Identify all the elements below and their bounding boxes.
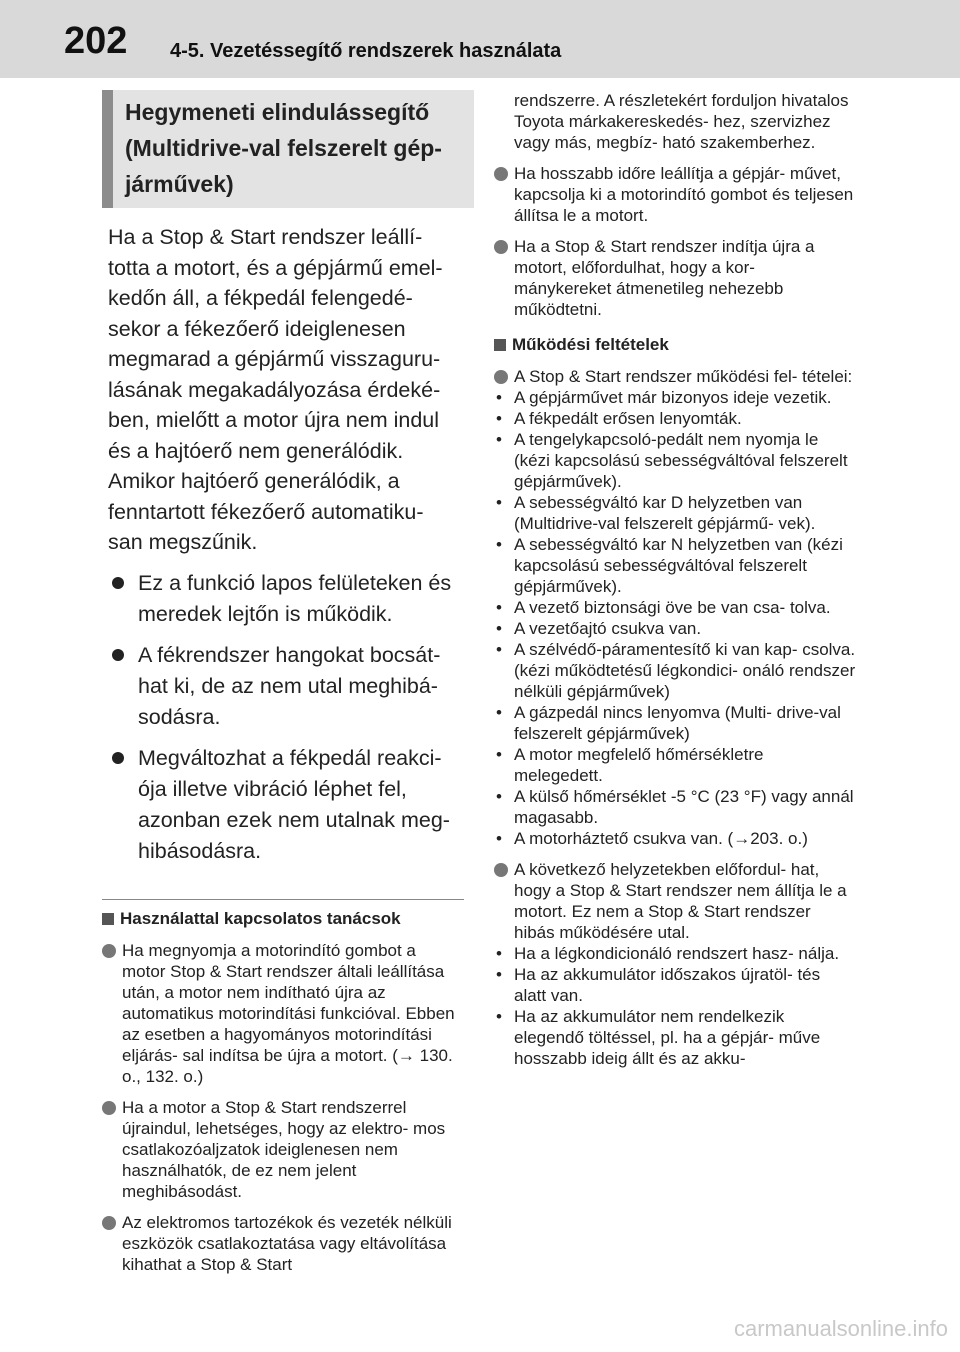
- hill-start-bullets: [102, 568, 464, 867]
- situation-item: • Ha az akkumulátor időszakos újratöl- tés alatt van.: [494, 964, 856, 1006]
- watermark: carmanualsonline.info: [733, 1316, 948, 1341]
- condition-item: • A motorháztető csukva van. (→203. o.): [494, 828, 856, 849]
- situations-intro: A következő helyzetekben előfordul- hat, hogy a Stop & Start rendszer nem állítja le a motort. Ez nem a Stop & Start rendszer hibás működésére utal.: [494, 859, 856, 943]
- situation-item: • Ha a légkondicionáló rendszert hasz- nálja.: [494, 943, 856, 964]
- tip-item: Ha megnyomja a motorindító gombot a motor Stop & Start rendszer általi leállítása után, a motor nem indítható újra az automatikus motorindítási funkcióval. Ebben az esetben a hagyományos motorindítási eljárás- sal indítsa be újra a motort. (→ 130. o., 132. o.): [102, 940, 464, 1087]
- hill-start-heading: Hegymeneti elindulássegítő (Multidrive-val felszerelt gép- járművek): [102, 90, 474, 208]
- bullet-item: Megváltozhat a fékpedál reakci- ója illetve vibráció léphet fel, azonban ezek nem utalnak meg- hibásodásra.: [108, 743, 464, 867]
- condition-item: • A gépjárművet már bizonyos ideje vezetik.: [494, 387, 856, 408]
- section-divider: [102, 899, 464, 900]
- tip-item: Ha a Stop & Start rendszer indítja újra a motort, előfordulhat, hogy a kor- mánykereket átmenetileg nehezebb működtetni.: [494, 236, 856, 320]
- situation-item: • Ha az akkumulátor nem rendelkezik elegendő töltéssel, pl. ha a gépjár- műve hosszabb ideig állt és az akku-: [494, 1006, 856, 1069]
- condition-item: • A sebességváltó kar D helyzetben van (Multidrive-val felszerelt gépjármű- vek).: [494, 492, 856, 534]
- section-title: 4-5. Vezetéssegítő rendszerek használata: [170, 40, 562, 62]
- condition-item: • A vezetőajtó csukva van.: [494, 618, 856, 639]
- conditions-intro: A Stop & Start rendszer működési fel- tételei:: [494, 366, 856, 387]
- hill-start-lead: Ha a Stop & Start rendszer leállí- totta a motort, és a gépjármű emel- kedőn áll, a fékpedál felengedé- sekor a fékezőerő ideiglenesen megmarad a gépjármű visszaguru- lásának megakadályozása érdeké- ben, mielőtt a motor újra nem indul és a hajtóerő nem generálódik. Amikor hajtóerő generálódik, a fenntartott fékezőerő automatiku- san megszűnik.: [108, 225, 443, 554]
- condition-item: • A vezető biztonsági öve be van csa- tolva.: [494, 597, 856, 618]
- condition-item: • A szélvédő-páramentesítő ki van kap- csolva. (kézi működtetésű légkondici- onáló rendszer nélküli gépjárművek): [494, 639, 856, 702]
- conditions-heading: Működési feltételek: [494, 334, 856, 356]
- condition-item: • A motor megfelelő hőmérsékletre melegedett.: [494, 744, 856, 786]
- condition-item: • A sebességváltó kar N helyzetben van (kézi kapcsolású sebességváltóval felszerelt gépjárművek).: [494, 534, 856, 597]
- condition-item: • A fékpedált erősen lenyomták.: [494, 408, 856, 429]
- bullet-item: A fékrendszer hangokat bocsát- hat ki, de az nem utal meghibá- sodásra.: [108, 640, 464, 733]
- right-column: [494, 90, 856, 1069]
- header-bar: [0, 0, 960, 78]
- page-number: 202: [64, 20, 128, 62]
- tips-heading: Használattal kapcsolatos tanácsok: [102, 908, 464, 930]
- conditions-list: [494, 387, 856, 849]
- condition-item: • A gázpedál nincs lenyomva (Multi- drive-val felszerelt gépjárművek): [494, 702, 856, 744]
- tip-continuation: rendszerre. A részletekért forduljon hivatalos Toyota márkakereskedés- hez, szervizhez vagy más, megbíz- ható szakemberhez.: [514, 91, 849, 152]
- bullet-item: Ez a funkció lapos felületeken és meredek lejtőn is működik.: [108, 568, 464, 630]
- tip-item: Ha hosszabb időre leállítja a gépjár- művet, kapcsolja ki a motorindító gombot és teljesen állítsa le a motort.: [494, 163, 856, 226]
- condition-item: • A külső hőmérséklet -5 °C (23 °F) vagy annál magasabb.: [494, 786, 856, 828]
- condition-item: • A tengelykapcsoló-pedált nem nyomja le (kézi kapcsolású sebességváltóval felszerelt gépjárművek).: [494, 429, 856, 492]
- tip-item: Ha a motor a Stop & Start rendszerrel újraindul, lehetséges, hogy az elektro- mos csatlakozóaljzatok ideiglenesen nem használhatók, de ez nem jelent meghibásodást.: [102, 1097, 464, 1202]
- left-column: [102, 90, 464, 1275]
- tip-item: Az elektromos tartozékok és vezeték nélküli eszközök csatlakoztatása vagy eltávolítása kihathat a Stop & Start: [102, 1212, 464, 1275]
- situations-list: [494, 943, 856, 1069]
